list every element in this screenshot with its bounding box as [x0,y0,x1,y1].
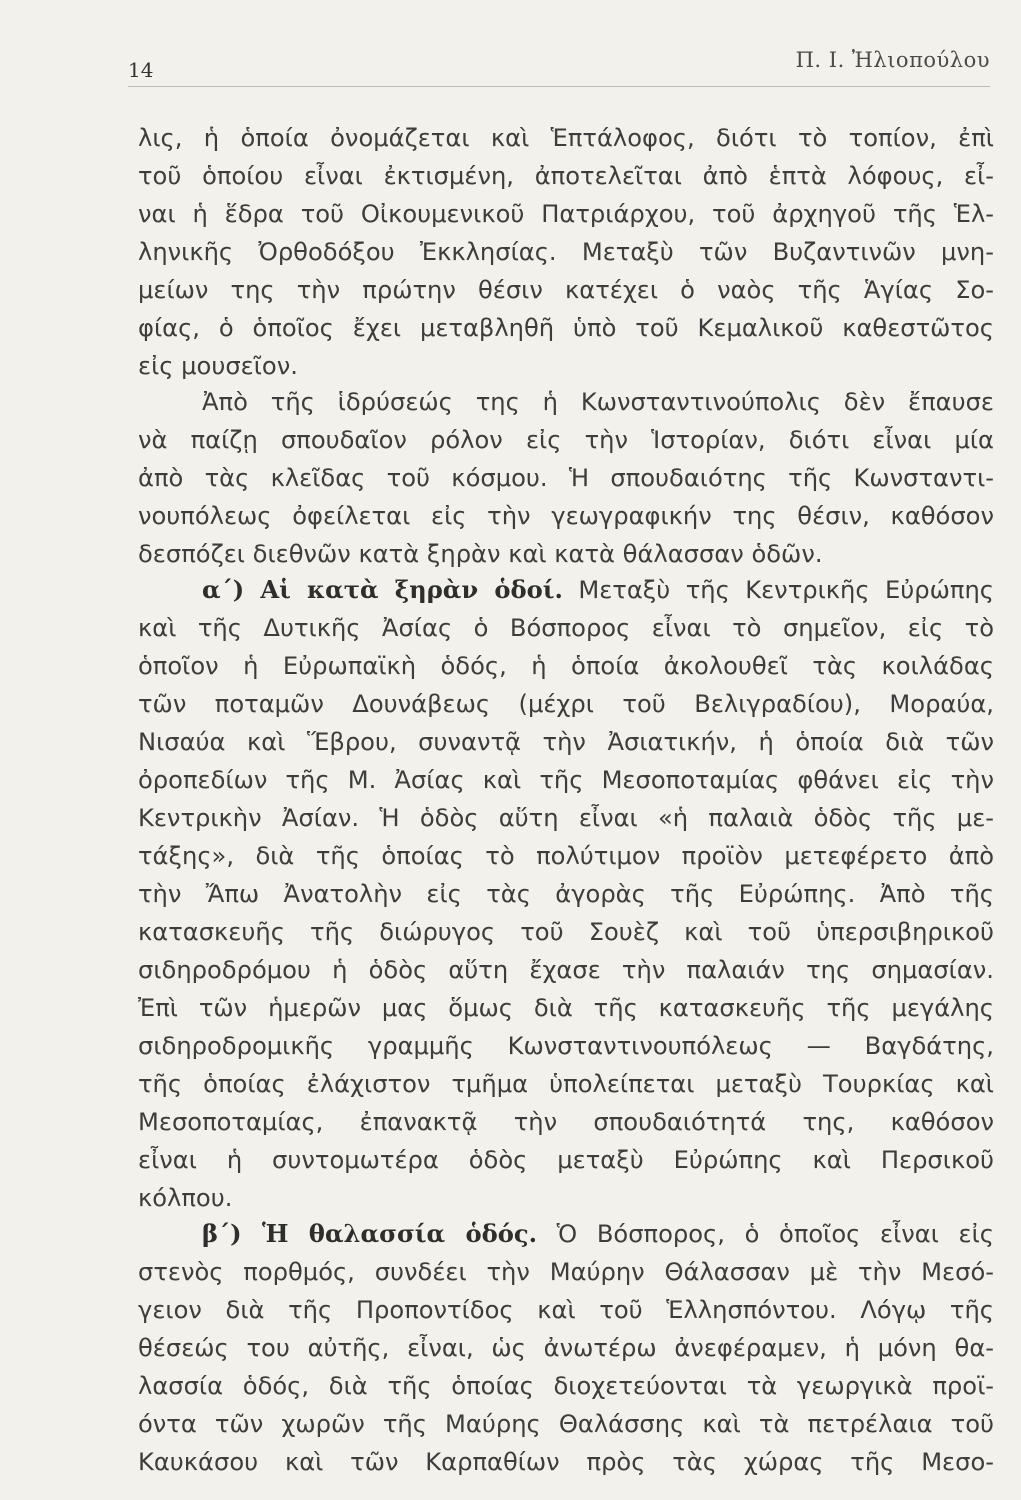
text-line: όντα τῶν χωρῶν τῆς Μαύρης Θαλάσσης καὶ τὰ πετρέλαια τοῦ [138,1410,994,1438]
section-heading: β΄) Ἡ θαλασσία ὁδός. [202,1219,538,1248]
text-line: σιδηροδρομικῆς γραμμῆς Κωνσταντινουπόλεως — Βαγδάτης, [138,1032,994,1060]
text-line: ἀπὸ τὰς κλεῖδας τοῦ κόσμου. Ἡ σπουδαιότης τῆς Κωνσταντι- [138,464,994,492]
heading-line-text: Μεταξὺ τῆς Κεντρικῆς Εὐρώπης [562,576,994,604]
text-line: λις, ἡ ὁποία ὀνομάζεται καὶ Ἑπτάλοφος, διότι τὸ τοπίον, ἐπὶ [138,124,994,152]
text-line: νὰ παίζῃ σπουδαῖον ρόλον εἰς τὴν Ἱστορίαν, διότι εἶναι μία [138,426,994,454]
header-rule [128,86,990,87]
text-line: Καυκάσου καὶ τῶν Καρπαθίων πρὸς τὰς χώρας τῆς Μεσο- [138,1448,994,1476]
running-head [128,44,990,88]
text-line: νουπόλεως ὀφείλεται εἰς τὴν γεωγραφικήν της θέσιν, καθόσον [138,502,994,530]
text-line: ὀροπεδίων τῆς Μ. Ἀσίας καὶ τῆς Μεσοποταμίας φθάνει εἰς τὴν [138,766,994,794]
text-line: τοῦ ὁποίου εἶναι ἐκτισμένη, ἀποτελεῖται ἀπὸ ἑπτὰ λόφους, εἶ- [138,162,994,190]
text-line: Μεσοποταμίας, ἐπανακτᾷ τὴν σπουδαιότητά της, καθόσον [138,1108,994,1136]
text-line: ὁποῖον ἡ Εὐρωπαϊκὴ ὁδός, ἡ ὁποία ἀκολουθεῖ τὰς κοιλάδας [138,652,994,680]
text-line: δεσπόζει διεθνῶν κατὰ ξηρὰν καὶ κατὰ θάλασσαν ὁδῶν. [138,540,823,568]
heading-line-text: Ὁ Βόσπορος, ὁ ὁποῖος εἶναι εἰς [537,1220,994,1248]
text-line: λασσία ὁδός, διὰ τῆς ὁποίας διοχετεύονται τὰ γεωργικὰ προϊ- [138,1372,994,1400]
text-line: Ἀπὸ τῆς ἱδρύσεώς της ἡ Κωνσταντινούπολις δὲν ἔπαυσε [202,388,994,416]
section-heading-line [202,1214,994,1254]
text-line: θέσεώς του αὐτῆς, εἶναι, ὡς ἀνωτέρω ἀνεφέραμεν, ἡ μόνη θα- [138,1334,994,1362]
running-head-author: Π. Ι. Ἠλιοπούλου [795,48,990,72]
text-line: τάξης», διὰ τῆς ὁποίας τὸ πολύτιμον προϊὸν μετεφέρετο ἀπὸ [138,842,994,870]
text-line: ναι ἡ ἕδρα τοῦ Οἰκουμενικοῦ Πατριάρχου, τοῦ ἀρχηγοῦ τῆς Ἑλ- [138,200,994,228]
section-heading-line [202,570,994,610]
text-line: φίας, ὁ ὁποῖος ἔχει μεταβληθῆ ὑπὸ τοῦ Κεμαλικοῦ καθεστῶτος [138,314,994,342]
page-number: 14 [128,58,154,82]
text-line: τῶν ποταμῶν Δουνάβεως (μέχρι τοῦ Βελιγραδίου), Μοραύα, [138,690,994,718]
section-heading: α΄) Αἱ κατὰ ξηρὰν ὁδοί. [202,575,563,604]
text-line: Κεντρικὴν Ἀσίαν. Ἡ ὁδὸς αὕτη εἶναι «ἡ παλαιὰ ὁδὸς τῆς με- [138,804,994,832]
text-line: στενὸς πορθμός, συνδέει τὴν Μαύρην Θάλασσαν μὲ τὴν Μεσό- [138,1258,994,1286]
text-line: κατασκευῆς τῆς διώρυγος τοῦ Σουὲζ καὶ τοῦ ὑπερσιβηρικοῦ [138,918,994,946]
text-line: τὴν Ἄπω Ἀνατολὴν εἰς τὰς ἀγορὰς τῆς Εὐρώπης. Ἀπὸ τῆς [138,880,994,908]
text-line: σιδηροδρόμου ἡ ὁδὸς αὕτη ἔχασε τὴν παλαιάν της σημασίαν. [138,956,994,984]
text-line: Ἐπὶ τῶν ἡμερῶν μας ὅμως διὰ τῆς κατασκευῆς τῆς μεγάλης [138,994,994,1022]
text-line: Νισαύα καὶ Ἕβρου, συναντᾷ τὴν Ἀσιατικήν, ἡ ὁποία διὰ τῶν [138,728,994,756]
text-line: κόλπου. [138,1184,233,1212]
text-line: γειον διὰ τῆς Προποντίδος καὶ τοῦ Ἑλλησπόντου. Λόγῳ τῆς [138,1296,994,1324]
text-line: εἰς μουσεῖον. [138,352,298,380]
text-line: τῆς ὁποίας ἐλάχιστον τμῆμα ὑπολείπεται μεταξὺ Τουρκίας καὶ [138,1070,994,1098]
text-line: καὶ τῆς Δυτικῆς Ἀσίας ὁ Βόσπορος εἶναι τὸ σημεῖον, εἰς τὸ [138,614,994,642]
text-line: εἶναι ἡ συντομωτέρα ὁδὸς μεταξὺ Εὐρώπης καὶ Περσικοῦ [138,1146,994,1174]
text-line: μείων της τὴν πρώτην θέσιν κατέχει ὁ ναὸς τῆς Ἁγίας Σο- [138,276,994,304]
text-line: ληνικῆς Ὀρθοδόξου Ἐκκλησίας. Μεταξὺ τῶν Βυζαντινῶν μνη- [138,238,994,266]
